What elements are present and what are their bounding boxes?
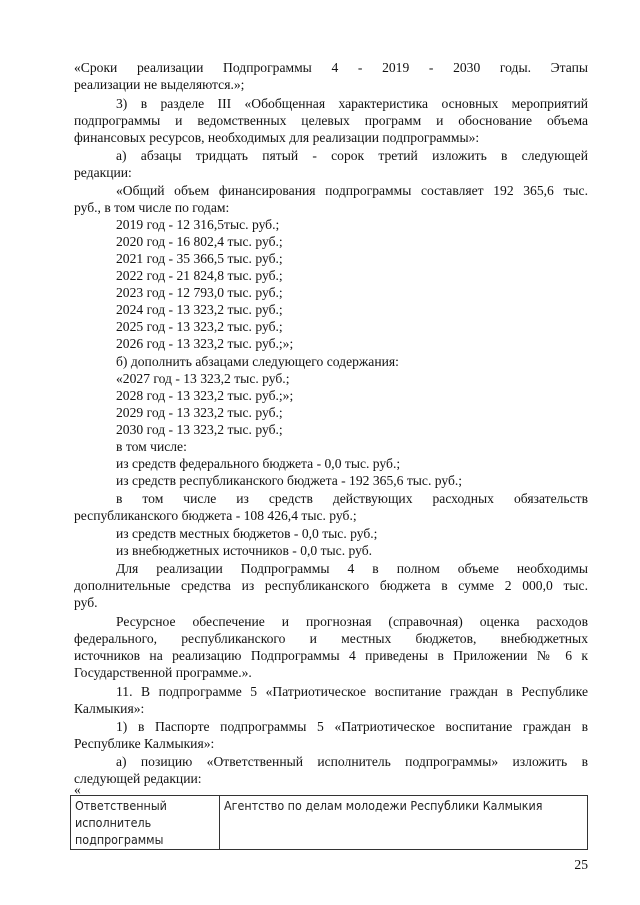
label-line: подпрограммы	[75, 832, 164, 847]
text-line: «Общий объем финансирования подпрограммы составляет 192 365,6 тыс.	[116, 183, 588, 198]
text-line: Республике Калмыкия»:	[74, 736, 215, 751]
text-line: из внебюджетных источников - 0,0 тыс. руб.	[116, 543, 373, 558]
text-line: 2026 год - 13 323,2 тыс. руб.;»;	[116, 336, 294, 351]
text-line: «Сроки реализации Подпрограммы 4 - 2019 - 2030 годы. Этапы	[74, 60, 588, 75]
text-line: из средств федерального бюджета - 0,0 тыс. руб.;	[116, 456, 401, 471]
opening-quote: «	[74, 782, 81, 797]
text-line: 3) в разделе III «Обобщенная характеристика основных мероприятий	[116, 96, 588, 111]
text-line: из средств местных бюджетов - 0,0 тыс. руб.;	[116, 526, 378, 541]
text-line: в том числе из средств действующих расходных обязательств	[116, 491, 588, 506]
text-line: 1) в Паспорте подпрограммы 5 «Патриотическое воспитание граждан в	[116, 719, 588, 734]
text-line: источников на реализацию Подпрограммы 4 приведены в Приложении № 6 к	[74, 648, 588, 663]
table-label-cell	[71, 796, 220, 850]
text-line: 2020 год - 16 802,4 тыс. руб.;	[116, 234, 283, 249]
text-line: 2021 год - 35 366,5 тыс. руб.;	[116, 251, 283, 266]
page-number: 25	[574, 857, 588, 872]
text-line: 2029 год - 13 323,2 тыс. руб.;	[116, 405, 283, 420]
text-line: 11. В подпрограмме 5 «Патриотическое воспитание граждан в Республике	[116, 684, 588, 699]
text-line: в том числе:	[116, 439, 187, 454]
text-line: 2022 год - 21 824,8 тыс. руб.;	[116, 268, 283, 283]
table-row	[71, 796, 588, 850]
label-line: Ответственный	[75, 798, 167, 813]
text-line: 2030 год - 13 323,2 тыс. руб.;	[116, 422, 283, 437]
text-line: из средств республиканского бюджета - 192 365,6 тыс. руб.;	[116, 473, 463, 488]
text-line: республиканского бюджета - 108 426,4 тыс. руб.;	[74, 508, 357, 523]
text-line: б) дополнить абзацами следующего содержания:	[116, 354, 399, 369]
text-line: следующей редакции:	[74, 771, 202, 786]
text-line: Ресурсное обеспечение и прогнозная (справочная) оценка расходов	[116, 614, 588, 629]
text-line: руб., в том числе по годам:	[74, 200, 230, 215]
text-line: 2019 год - 12 316,5тыс. руб.;	[116, 217, 280, 232]
text-line: федерального, республиканского и местных бюджетов, внебюджетных	[74, 631, 588, 646]
text-line: финансовых ресурсов, необходимых для реализации подпрограммы»:	[74, 130, 480, 145]
text-line: дополнительные средства из республиканского бюджета в сумме 2 000,0 тыс.	[74, 578, 588, 593]
text-line: подпрограммы и ведомственных целевых программ и обоснование объема	[74, 113, 588, 128]
text-line: реализации не выделяются.»;	[74, 77, 245, 92]
text-line: 2025 год - 13 323,2 тыс. руб.;	[116, 319, 283, 334]
table-value-cell: Агентство по делам молодежи Республики Калмыкия	[220, 796, 588, 850]
text-line: Калмыкия»:	[74, 701, 145, 716]
text-line: 2023 год - 12 793,0 тыс. руб.;	[116, 285, 283, 300]
text-line: редакции:	[74, 165, 132, 180]
text-line: 2024 год - 13 323,2 тыс. руб.;	[116, 302, 283, 317]
label-line: исполнитель	[75, 815, 152, 830]
text-line: а) абзацы тридцать пятый - сорок третий изложить в следующей	[116, 148, 588, 163]
responsible-executor-table	[70, 795, 588, 850]
text-line: Государственной программе.».	[74, 665, 252, 680]
text-line: «2027 год - 13 323,2 тыс. руб.;	[116, 371, 290, 386]
text-line: руб.	[74, 595, 98, 610]
text-line: 2028 год - 13 323,2 тыс. руб.;»;	[116, 388, 294, 403]
text-line: а) позицию «Ответственный исполнитель подпрограммы» изложить в	[116, 754, 588, 769]
text-line: Для реализации Подпрограммы 4 в полном объеме необходимы	[116, 561, 588, 576]
